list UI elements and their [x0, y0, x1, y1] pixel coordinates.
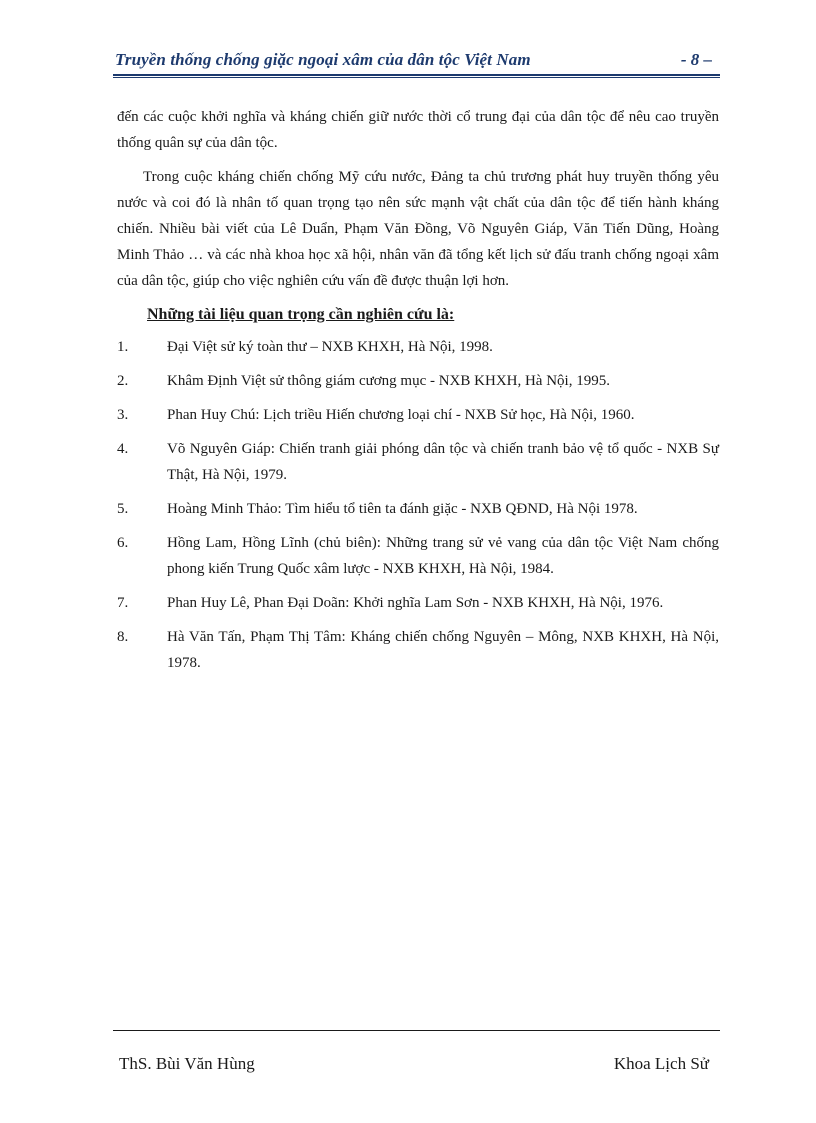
reference-number: 8.: [117, 629, 129, 645]
reference-item: [117, 624, 719, 676]
reference-number: 5.: [117, 501, 129, 517]
reference-text: Khâm Định Việt sử thông giám cương mục - NXB KHXH, Hà Nội, 1995.: [167, 373, 610, 389]
footer-divider: [113, 1030, 720, 1031]
reference-text: Hồng Lam, Hồng Lĩnh (chủ biên): Những trang sử vẻ vang của dân tộc Việt Nam chống phong kiến Trung Quốc xâm lược - NXB KHXH, Hà Nội, 1984.: [167, 535, 719, 577]
reference-item: [117, 436, 719, 488]
reference-text: Phan Huy Chú: Lịch triều Hiến chương loại chí - NXB Sử học, Hà Nội, 1960.: [167, 407, 635, 423]
reference-item: [117, 334, 719, 360]
reference-item: [117, 368, 719, 394]
reference-number: 1.: [117, 339, 129, 355]
reference-number: 6.: [117, 535, 129, 551]
reference-number: 3.: [117, 407, 129, 423]
footer-author: ThS. Bùi Văn Hùng: [119, 1054, 255, 1073]
page-body: [117, 104, 719, 684]
reference-text: Võ Nguyên Giáp: Chiến tranh giải phóng dân tộc và chiến tranh bảo vệ tổ quốc - NXB Sự Thật, Hà Nội, 1979.: [167, 441, 719, 483]
paragraph-resistance: Trong cuộc kháng chiến chống Mỹ cứu nước, Đảng ta chủ trương phát huy truyền thống yêu nước và coi đó là nhân tố quan trọng tạo nên sức mạnh vật chất của dân tộc để tiến hành kháng chiến. Nhiều bài viết của Lê Duẩn, Phạm Văn Đồng, Võ Nguyên Giáp, Văn Tiến Dũng, Hoàng Minh Thảo … và các nhà khoa học xã hội, nhân văn đã tổng kết lịch sử đấu tranh chống ngoại xâm của dân tộc, giúp cho việc nghiên cứu vấn đề được thuận lợi hơn.: [117, 169, 719, 289]
reference-number: 4.: [117, 441, 129, 457]
reference-item: [117, 530, 719, 582]
references-list: [117, 334, 719, 676]
reference-item: [117, 590, 719, 616]
reference-text: Phan Huy Lê, Phan Đại Doãn: Khởi nghĩa Lam Sơn - NXB KHXH, Hà Nội, 1976.: [167, 595, 664, 611]
reference-item: [117, 496, 719, 522]
reference-text: Đại Việt sử ký toàn thư – NXB KHXH, Hà Nội, 1998.: [167, 339, 493, 355]
references-heading: Những tài liệu quan trọng cần nghiên cứu là:: [147, 306, 455, 323]
header-title: Truyền thống chống giặc ngoại xâm của dân tộc Việt Nam: [115, 50, 531, 69]
footer-department: Khoa Lịch Sử: [613, 1054, 709, 1073]
reference-number: 2.: [117, 373, 129, 389]
reference-text: Hà Văn Tấn, Phạm Thị Tâm: Kháng chiến chống Nguyên – Mông, NXB KHXH, Hà Nội, 1978.: [167, 629, 719, 671]
reference-number: 7.: [117, 595, 129, 611]
header-divider: [113, 74, 720, 78]
reference-text: Hoàng Minh Thảo: Tìm hiểu tổ tiên ta đánh giặc - NXB QĐND, Hà Nội 1978.: [167, 501, 638, 517]
page-header: [113, 50, 720, 70]
page-number: - 8 –: [680, 50, 712, 69]
reference-item: [117, 402, 719, 428]
paragraph-continuation: đến các cuộc khởi nghĩa và kháng chiến giữ nước thời cổ trung đại của dân tộc để nêu cao truyền thống quân sự của dân tộc.: [117, 109, 719, 151]
